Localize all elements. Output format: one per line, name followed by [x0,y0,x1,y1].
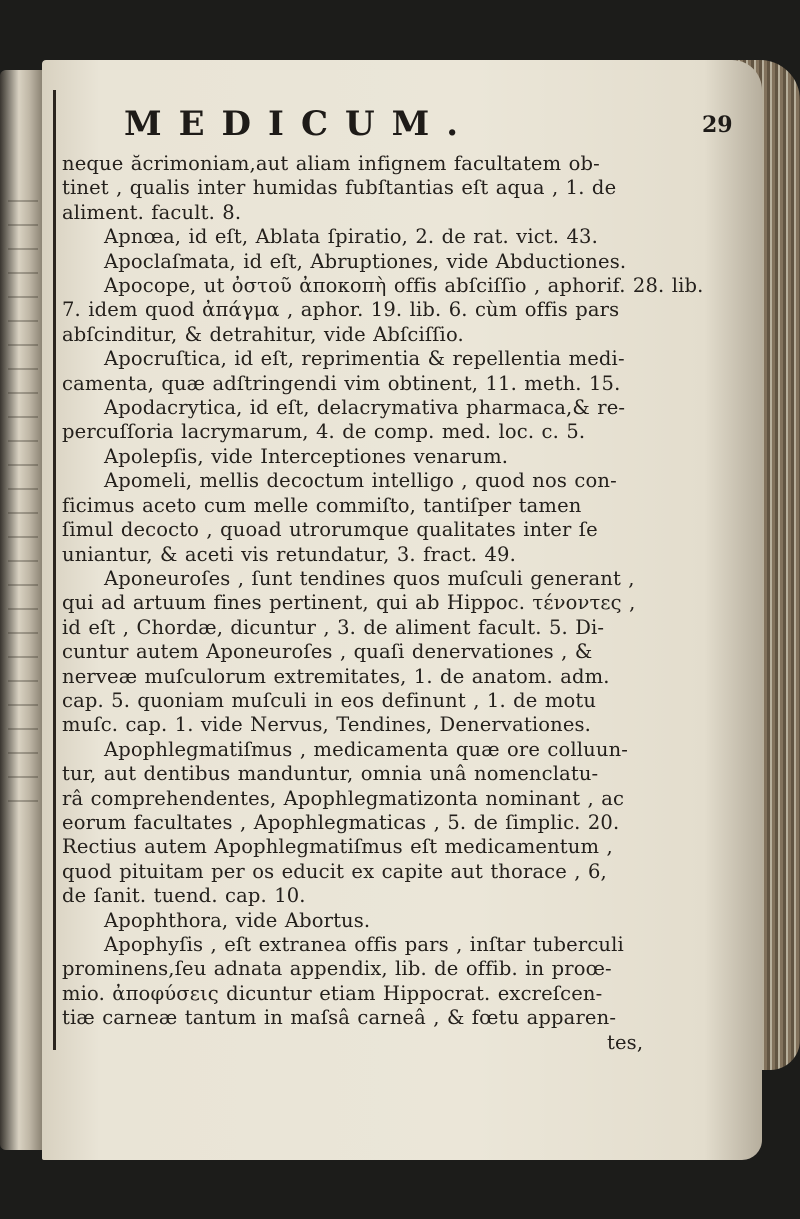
text-line: Apocope, ut ὀστοῦ ἀποκοπὴ offis abſciſſio , aphorif. 28. lib. [104,274,704,298]
text-line: Apophyſis , eſt extranea offis pars , inſtar tuberculi [104,933,624,956]
text-line: Apnœa, id eſt, Ablata ſpiratio, 2. de rat. vict. 43. [104,225,598,249]
text-line: Apodacrytica, id eſt, delacrymativa pharmaca,& re- [104,396,626,420]
text-line: tiæ carneæ tantum in maſsâ carneâ , & fœtu apparen- [62,1006,617,1030]
book-spine [0,70,42,1150]
text-line: Rectius autem Apophlegmatiſmus eſt medicamentum , [62,835,613,859]
text-line: tur, aut dentibus manduntur, omnia unâ nomenclatu- [62,762,599,786]
text-line: de ſanit. tuend. cap. 10. [62,884,306,908]
text-line: cap. 5. quoniam muſculi in eos definunt , 1. de motu [62,688,597,712]
margin-rule [53,90,56,1050]
running-head [62,100,733,152]
text-line: prominens,ſeu adnata appendix, lib. de offib. in proœ- [62,957,612,981]
text-line: mio. ἀποφύσεις dicuntur etiam Hippocrat. excreſcen- [62,981,603,1005]
text-line: neque ăcrimoniam,aut aliam infignem facultatem ob- [62,152,600,175]
text-line: eorum facultates , Apophlegmaticas , 5. de ſimplic. 20. [62,810,620,834]
text-line: muſc. cap. 1. vide Nervus, Tendines, Denervationes. [62,713,592,737]
text-line: uniantur, & aceti vis retundatur, 3. fract. 49. [62,542,516,566]
text-line: Apolepſis, vide Interceptiones venarum. [104,444,509,468]
spine-text-edge [8,200,38,820]
text-line: quod pituitam per os educit ex capite aut thorace , 6, [62,859,607,883]
page-number: 29 [702,112,733,138]
text-line: Apomeli, mellis decoctum intelligo , quod nos con- [104,469,617,493]
text-line: id eſt , Chordæ, dicuntur , 3. de aliment facult. 5. Di- [62,615,605,639]
text-line: cuntur autem Aponeuroſes , quaſi denervationes , & [62,640,593,664]
text-line: Apocruſtica, id eſt, reprimentia & repellentia medi- [104,347,625,371]
text-line: Apophthora, vide Abortus. [104,908,371,932]
text-line: ſimul decocto , quoad utrorumque qualitates inter ſe [62,518,598,542]
text-line: camenta, quæ adſtringendi vim obtinent, 11. meth. 15. [62,371,621,395]
text-line: Apoclaſmata, id eſt, Abruptiones, vide Abductiones. [104,249,627,273]
page-content [62,100,733,1055]
text-line: Apophlegmatiſmus , medicamenta quæ ore colluun- [104,737,629,761]
text-line: ficimus aceto cum melle commiſto, tantiſper tamen [62,493,582,517]
text-line: qui ad artuum fines pertinent, qui ab Hippoc. τένοντες , [62,591,636,615]
text-line: Aponeuroſes , ſunt tendines quos muſculi generant , [104,566,635,590]
text-line: râ comprehendentes, Apophlegmatizonta nominant , ac [62,786,625,810]
text-line: tinet , qualis inter humidas fubſtantias eſt aqua , 1. de [62,176,617,200]
text-line: percuſſoria lacrymarum, 4. de comp. med. loc. c. 5. [62,420,586,444]
header-title: MEDICUM. [124,104,476,144]
text-line: aliment. facult. 8. [62,200,242,224]
text-line: nerveæ muſculorum extremitates, 1. de anatom. adm. [62,664,610,688]
text-block [62,152,727,1031]
text-line: abſcinditur, & detrahitur, vide Abſciſſio. [62,322,464,346]
catchword: tes, [607,1030,644,1054]
text-line: 7. idem quod ἀπάγμα , aphor. 19. lib. 6. cùm offis pars [62,298,620,322]
